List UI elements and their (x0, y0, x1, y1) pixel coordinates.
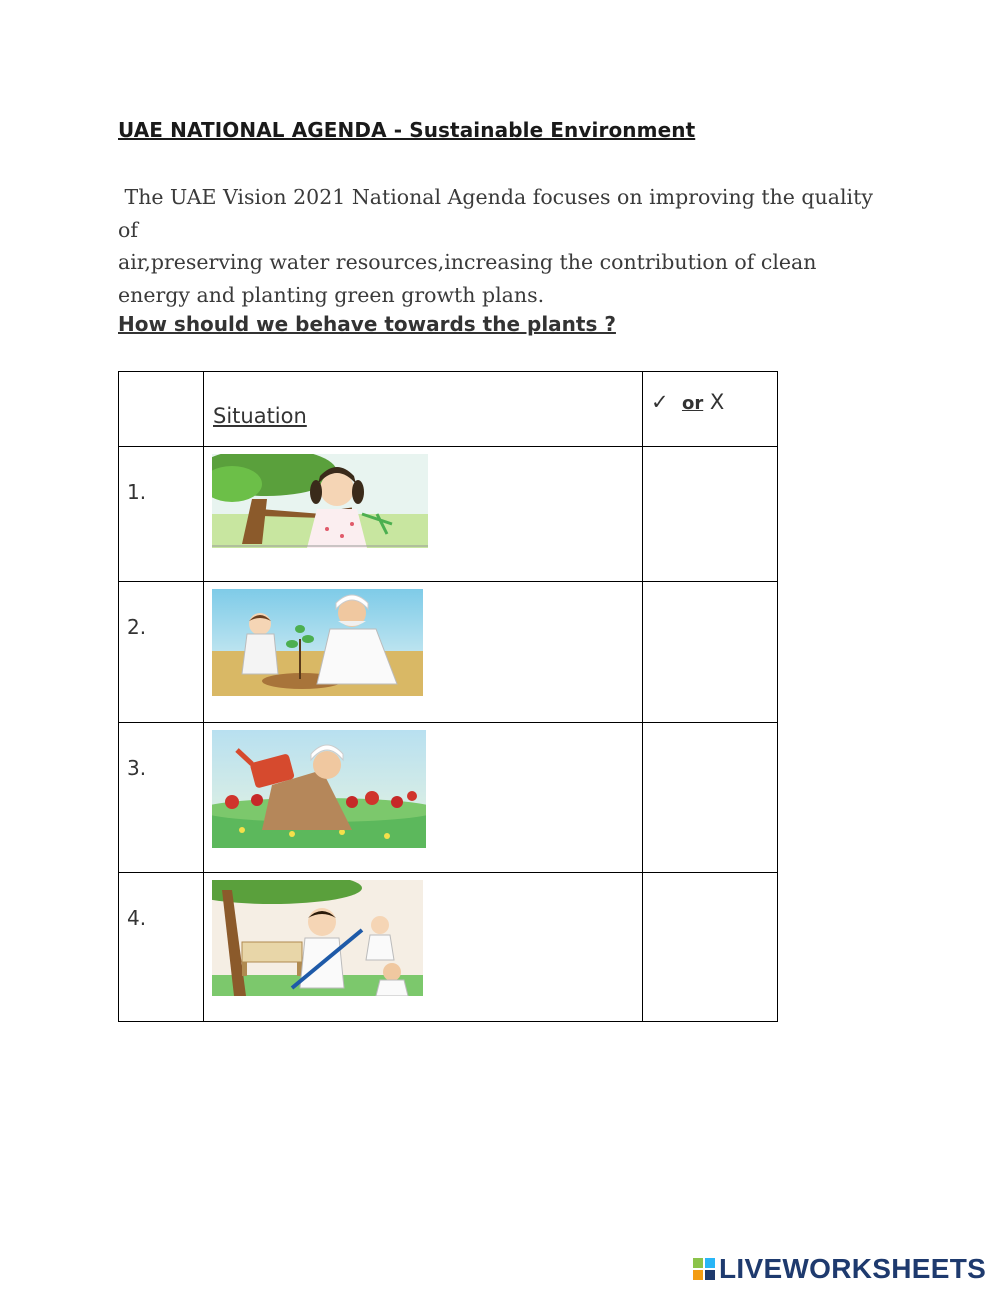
header-check-cell (643, 372, 778, 447)
liveworksheets-logo (693, 1253, 986, 1285)
row-number: 2. (127, 615, 147, 639)
or-label: or (681, 393, 704, 414)
logo-mark-icon (693, 1258, 715, 1280)
logo-text: LIVEWORKSHEETS (719, 1253, 987, 1284)
planting-tree-image (212, 589, 423, 696)
check-mark-icon: ✓ (651, 390, 669, 414)
table-row (119, 873, 778, 1022)
row-number: 1. (127, 480, 147, 504)
cleaning-park-image (212, 880, 423, 996)
page-title: UAE NATIONAL AGENDA - Sustainable Environment (118, 118, 696, 142)
watering-flowers-image (212, 730, 426, 848)
intro-paragraph: The UAE Vision 2021 National Agenda focuses on improving the quality of air,preserving water resources,increasing the contribution of clean energy and planting green growth plans. (118, 185, 873, 307)
table-row (119, 723, 778, 873)
table-row (119, 447, 778, 582)
table-row (119, 582, 778, 723)
girl-cutting-tree-image (212, 454, 428, 548)
row-number: 3. (127, 756, 147, 780)
check-or-cross-header (651, 390, 777, 414)
header-situation-cell (204, 372, 643, 447)
situation-header: Situation (213, 404, 307, 428)
row-number: 4. (127, 906, 147, 930)
situation-table (118, 371, 778, 1022)
cross-mark-icon: X (709, 390, 725, 414)
question-heading: How should we behave towards the plants ? (118, 312, 616, 336)
header-empty-cell (119, 372, 204, 447)
table-header-row (119, 372, 778, 447)
